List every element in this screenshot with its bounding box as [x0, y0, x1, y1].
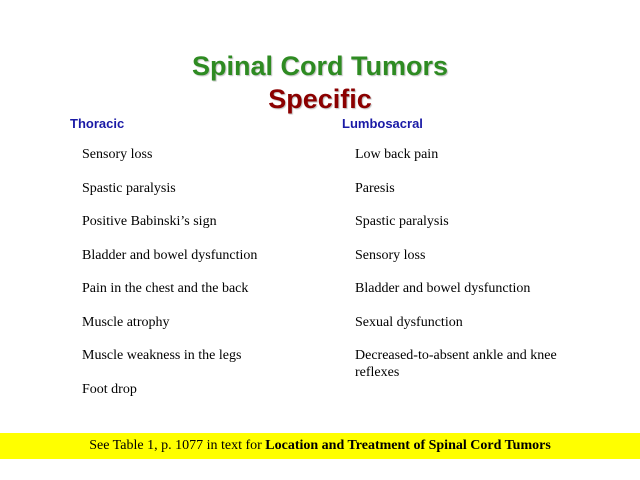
thoracic-item-chest-back-pain: Pain in the chest and the back	[82, 281, 249, 296]
lumbosacral-item-reflexes: Decreased-to-absent ankle and knee reflexes	[355, 348, 557, 380]
slide-title: Spinal Cord Tumors	[191, 51, 448, 81]
thoracic-item-muscle-atrophy: Muscle atrophy	[82, 314, 170, 330]
footer-bold-text: Location and Treatment of Spinal Cord Tumors	[265, 438, 551, 453]
lumbosacral-item-bladder-bowel: Bladder and bowel dysfunction	[355, 281, 531, 296]
lumbosacral-item-spastic-paralysis: Spastic paralysis	[355, 214, 449, 229]
footer-text: See Table 1, p. 1077 in text for	[89, 438, 266, 453]
lumbosacral-column-header: Lumbosacral	[342, 116, 423, 131]
lumbosacral-item-low-back-pain: Low back pain	[355, 147, 439, 162]
thoracic-item-sensory-loss: Sensory loss	[82, 147, 153, 162]
footer-note	[0, 433, 640, 459]
thoracic-item-spastic-paralysis: Spastic paralysis	[82, 180, 176, 196]
lumbosacral-item-paresis: Paresis	[355, 180, 395, 196]
thoracic-item-foot-drop: Foot drop	[82, 381, 137, 397]
slide-subtitle: Specific	[268, 84, 372, 114]
thoracic-item-bladder-bowel: Bladder and bowel dysfunction	[82, 247, 258, 263]
lumbosacral-symptom-list	[355, 146, 575, 398]
lumbosacral-item-sexual-dysfunction: Sexual dysfunction	[355, 314, 463, 330]
thoracic-item-positive-babinski: Positive Babinski’s sign	[82, 214, 217, 229]
thoracic-item-leg-weakness: Muscle weakness in the legs	[82, 348, 242, 363]
thoracic-column-header: Thoracic	[70, 116, 125, 131]
thoracic-symptom-list	[82, 146, 322, 414]
lumbosacral-item-sensory-loss: Sensory loss	[355, 247, 426, 263]
